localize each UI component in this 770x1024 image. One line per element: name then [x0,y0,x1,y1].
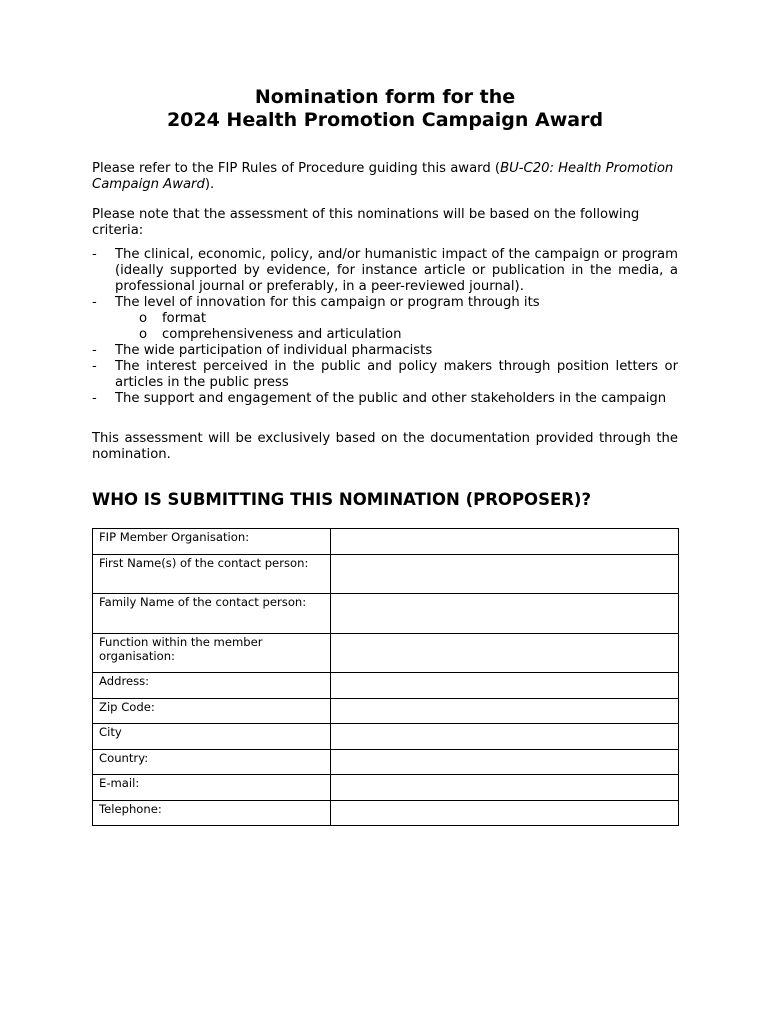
circle-bullet: o [139,327,148,342]
field-label: City [93,724,331,750]
criteria-item [92,391,678,407]
criteria-text: The interest perceived in the public and policy makers through position letters or articles in the public press [115,359,678,390]
city-field[interactable] [331,724,679,750]
function-field[interactable] [331,633,679,673]
family-name-field[interactable] [331,594,679,634]
sub-item-text: format [162,311,206,326]
circle-bullet: o [139,311,148,326]
field-label: Country: [93,749,331,775]
zip-code-field[interactable] [331,698,679,724]
dash-bullet: - [92,359,97,374]
dash-bullet: - [92,295,97,310]
sub-item-text: comprehensiveness and articulation [162,327,402,342]
dash-bullet: - [92,247,97,262]
table-row [93,673,679,699]
criteria-item [92,359,678,391]
field-label: Telephone: [93,800,331,826]
member-organisation-field[interactable] [331,529,679,555]
intro-text: Please refer to the FIP Rules of Procedure guiding this award ( [92,161,501,176]
telephone-field[interactable] [331,800,679,826]
field-label: E-mail: [93,775,331,801]
intro-paragraph [92,161,678,193]
criteria-item [92,343,678,359]
proposer-heading: WHO IS SUBMITTING THIS NOMINATION (PROPOSER)? [92,490,592,509]
rules-reference: BU-C20: Health Promotion Campaign Award [92,161,674,192]
field-label: Family Name of the contact person: [93,594,331,634]
table-row [93,800,679,826]
proposer-table [92,528,679,826]
criteria-text: The wide participation of individual pharmacists [115,343,433,358]
table-row [93,698,679,724]
nomination-form-page [92,86,678,826]
form-title [92,86,678,132]
title-line-1: Nomination form for the [254,86,516,108]
field-label: Zip Code: [93,698,331,724]
field-label: First Name(s) of the contact person: [93,554,331,594]
criteria-list [92,247,678,407]
table-row [93,529,679,555]
table-row [93,633,679,673]
field-label: FIP Member Organisation: [93,529,331,555]
country-field[interactable] [331,749,679,775]
sub-item [139,311,678,327]
field-label: Function within the member organisation: [93,633,331,673]
table-row [93,724,679,750]
address-field[interactable] [331,673,679,699]
email-field[interactable] [331,775,679,801]
criteria-text: The support and engagement of the public and other stakeholders in the campaign [115,391,667,406]
criteria-intro: Please note that the assessment of this nominations will be based on the following criteria: [92,207,640,238]
first-name-field[interactable] [331,554,679,594]
assessment-note: This assessment will be exclusively based on the documentation provided through the nomination. [92,431,678,462]
dash-bullet: - [92,343,97,358]
criteria-text: The clinical, economic, policy, and/or humanistic impact of the campaign or program (ideally supported by evidence, for instance article or publication in the media, a professional journal or preferably, in a peer-reviewed journal). [115,247,678,294]
innovation-sublist [115,311,678,343]
criteria-text: The level of innovation for this campaign or program through its [115,295,540,310]
criteria-item [92,247,678,295]
sub-item [139,327,678,343]
field-label: Address: [93,673,331,699]
title-line-2: 2024 Health Promotion Campaign Award [166,109,604,131]
table-row [93,594,679,634]
table-row [93,554,679,594]
table-row [93,749,679,775]
criteria-item [92,295,678,343]
dash-bullet: - [92,391,97,406]
intro-text-end: ). [204,177,215,192]
table-row [93,775,679,801]
